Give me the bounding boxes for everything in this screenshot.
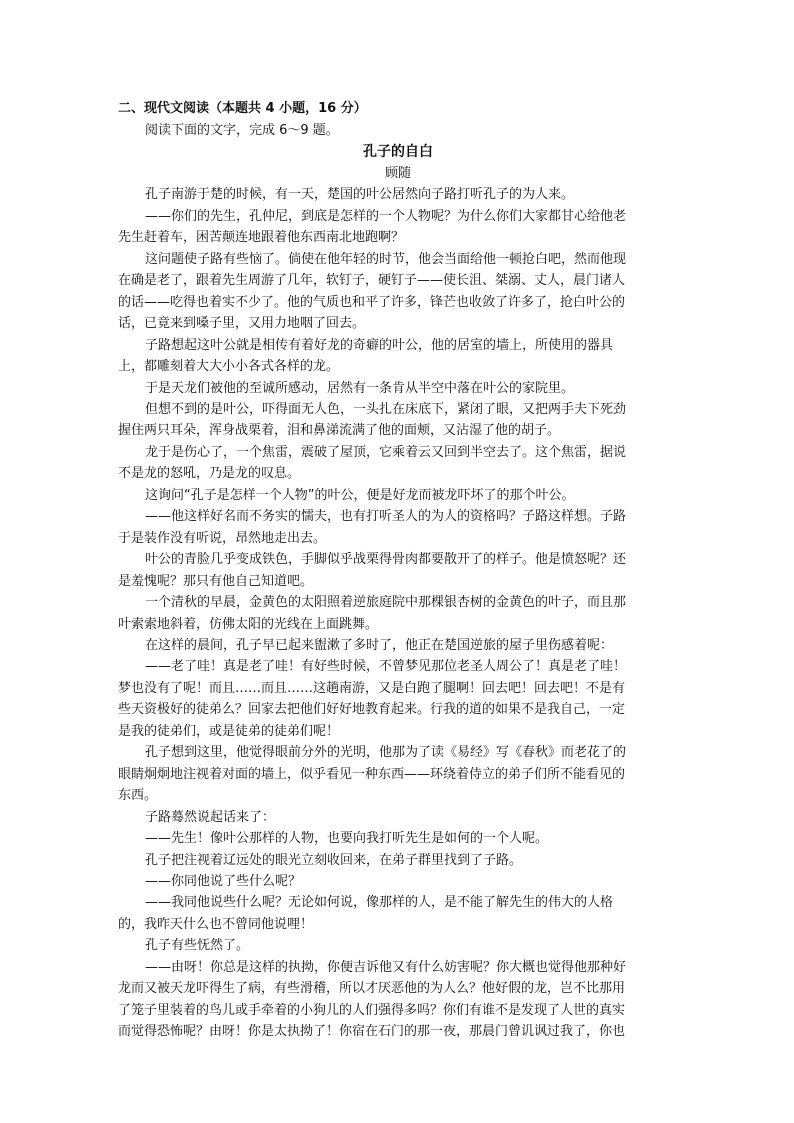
text-line: 的话——吃得也着实不少了。他的气质也和平了许多，锋芒也收敛了许多了，抢白叶公的 (118, 294, 626, 310)
text-line: 了笼子里装着的鸟儿或手牵着的小狗儿的人们强得多吗？你们有谁不是发现了人世的真实 (118, 1002, 626, 1018)
article-body (118, 184, 678, 1042)
text-line: 子路蓦然说起话来了： (145, 809, 276, 825)
text-line: ——我同他说些什么呢？无论如何说，像那样的人，是不能了解先生的伟大的人格 (145, 895, 614, 911)
text-line: 话，已竟来到嗓子里，又用力地咽了回去。 (118, 316, 366, 332)
text-line: 孔子想到这里，他觉得眼前分外的光明，他那为了读《易经》写《春秋》而老花了的 (145, 745, 627, 761)
section-heading: 二、现代文阅读（本题共 4 小题，16 分） (118, 101, 367, 116)
text-line: ——由呀！你总是这样的执拗，你便吉诉他又有什么妨害呢？你大概也觉得他那种好 (145, 959, 627, 975)
text-line: 是我的徒弟们，或是徒弟的徒弟们呢！ (118, 723, 340, 739)
text-line: ——老了哇！真是老了哇！有好些时候，不曾梦见那位老圣人周公了！真是老了哇！ (145, 659, 627, 675)
text-line: 些天资极好的徒弟么？回家去把他们好好地教育起来。行我的道的如果不是我自己，一定 (118, 702, 626, 718)
text-line: 一个清秋的早晨，金黄色的太阳照着逆旅庭院中那棵银杏树的金黄色的叶子，而且那 (145, 595, 627, 611)
text-line: 子路想起这叶公就是相传有着好龙的奇癖的叶公，他的居室的墙上，所使用的器具 (145, 337, 614, 353)
text-line: 这问题使子路有些恼了。倘使在他年轻的时节，他会当面给他一顿抢白吧，然而他现 (145, 251, 627, 267)
text-line: 先生赶着车，困苦颠连地跟着他东西南北地跑啊？ (118, 230, 405, 246)
text-line: 孔子南游于楚的时候，有一天，楚国的叶公居然向子路打听孔子的为人来。 (145, 187, 575, 203)
text-line: 不是龙的怒吼，乃是龙的叹息。 (118, 466, 301, 482)
text-line: ——先生！像叶公那样的人物，也要向我打听先生是如何的一个人呢。 (145, 831, 549, 847)
text-line: 这询问“孔子是怎样一个人物”的叶公，便是好龙而被龙吓坏了的那个叶公。 (145, 487, 575, 503)
text-line: 孔子把注视着辽远处的眼光立刻收回来，在弟子群里找到了子路。 (145, 852, 523, 868)
text-line: 眼睛炯炯地注视着对面的墙上，似乎看见一种东西——环绕着侍立的弟子们所不能看见的 (118, 766, 626, 782)
text-line: ——他这样好名而不务实的懦夫，也有打听圣人的为人的资格吗？子路这样想。子路 (145, 509, 627, 525)
text-line: 龙于是伤心了，一个焦雷，震破了屋顶，它乘着云又回到半空去了。这个焦雷，据说 (145, 444, 627, 460)
text-line: 握住两只耳朵，浑身战栗着，泪和鼻涕流满了他的面颊，又沾湿了他的胡子。 (118, 423, 561, 439)
text-line: ——你们的先生，孔仲尼，到底是怎样的一个人物呢？为什么你们大家都甘心给他老 (145, 208, 627, 224)
text-line: 梦也没有了呢！而且……而且……这趟南游，又是白跑了腿啊！回去吧！回去吧！不是有 (118, 680, 626, 696)
article-author: 顾随 (384, 166, 411, 182)
text-line: 是羞愧呢？那只有他自己知道吧。 (118, 573, 314, 589)
text-line: 叶公的青脸几乎变成铁色，手脚似乎战栗得骨肉都要散开了的样子。他是愤怒呢？还 (145, 552, 627, 568)
article-title: 孔子的自白 (363, 144, 433, 161)
text-line: 在确是老了，跟着先生周游了几年，软钉子，硬钉子——使长沮、桀溺、丈人，晨门诸人 (118, 273, 626, 289)
text-line: 龙而又被天龙吓得生了病，有些滑稽，所以才厌恶他的为人么？他好假的龙，岂不比那用 (118, 981, 626, 997)
text-line: 在这样的晨间，孔子早已起来盥漱了多时了，他正在楚国逆旅的屋子里伤感着呢： (145, 637, 614, 653)
instruction-text: 阅读下面的文字，完成 6～9 题。 (145, 123, 339, 138)
text-line: 于是装作没有听说，昂然地走出去。 (118, 530, 327, 546)
text-line: 于是天龙们被他的至诚所感动，居然有一条肯从半空中落在叶公的家院里。 (145, 380, 575, 396)
text-line: 东西。 (118, 788, 158, 804)
text-line: 孔子有些怃然了。 (145, 938, 250, 954)
text-line: 上，都雕刻着大大小小各式各样的龙。 (118, 359, 340, 375)
text-line: 的，我昨天什么也不曾同他说哩！ (118, 916, 314, 932)
document-page (118, 98, 678, 1043)
text-line: 叶索索地斜着，仿佛太阳的光线在上面跳舞。 (118, 616, 379, 632)
text-line: 而觉得恐怖呢？由呀！你是太执拗了！你宿在石门的那一夜，那晨门曾讥讽过我了，你也 (118, 1024, 626, 1040)
text-line: ——你同他说了些什么呢？ (145, 873, 302, 889)
text-line: 但想不到的是叶公，吓得面无人色，一头扎在床底下，紧闭了眼，又把两手夫下死劲 (145, 401, 627, 417)
